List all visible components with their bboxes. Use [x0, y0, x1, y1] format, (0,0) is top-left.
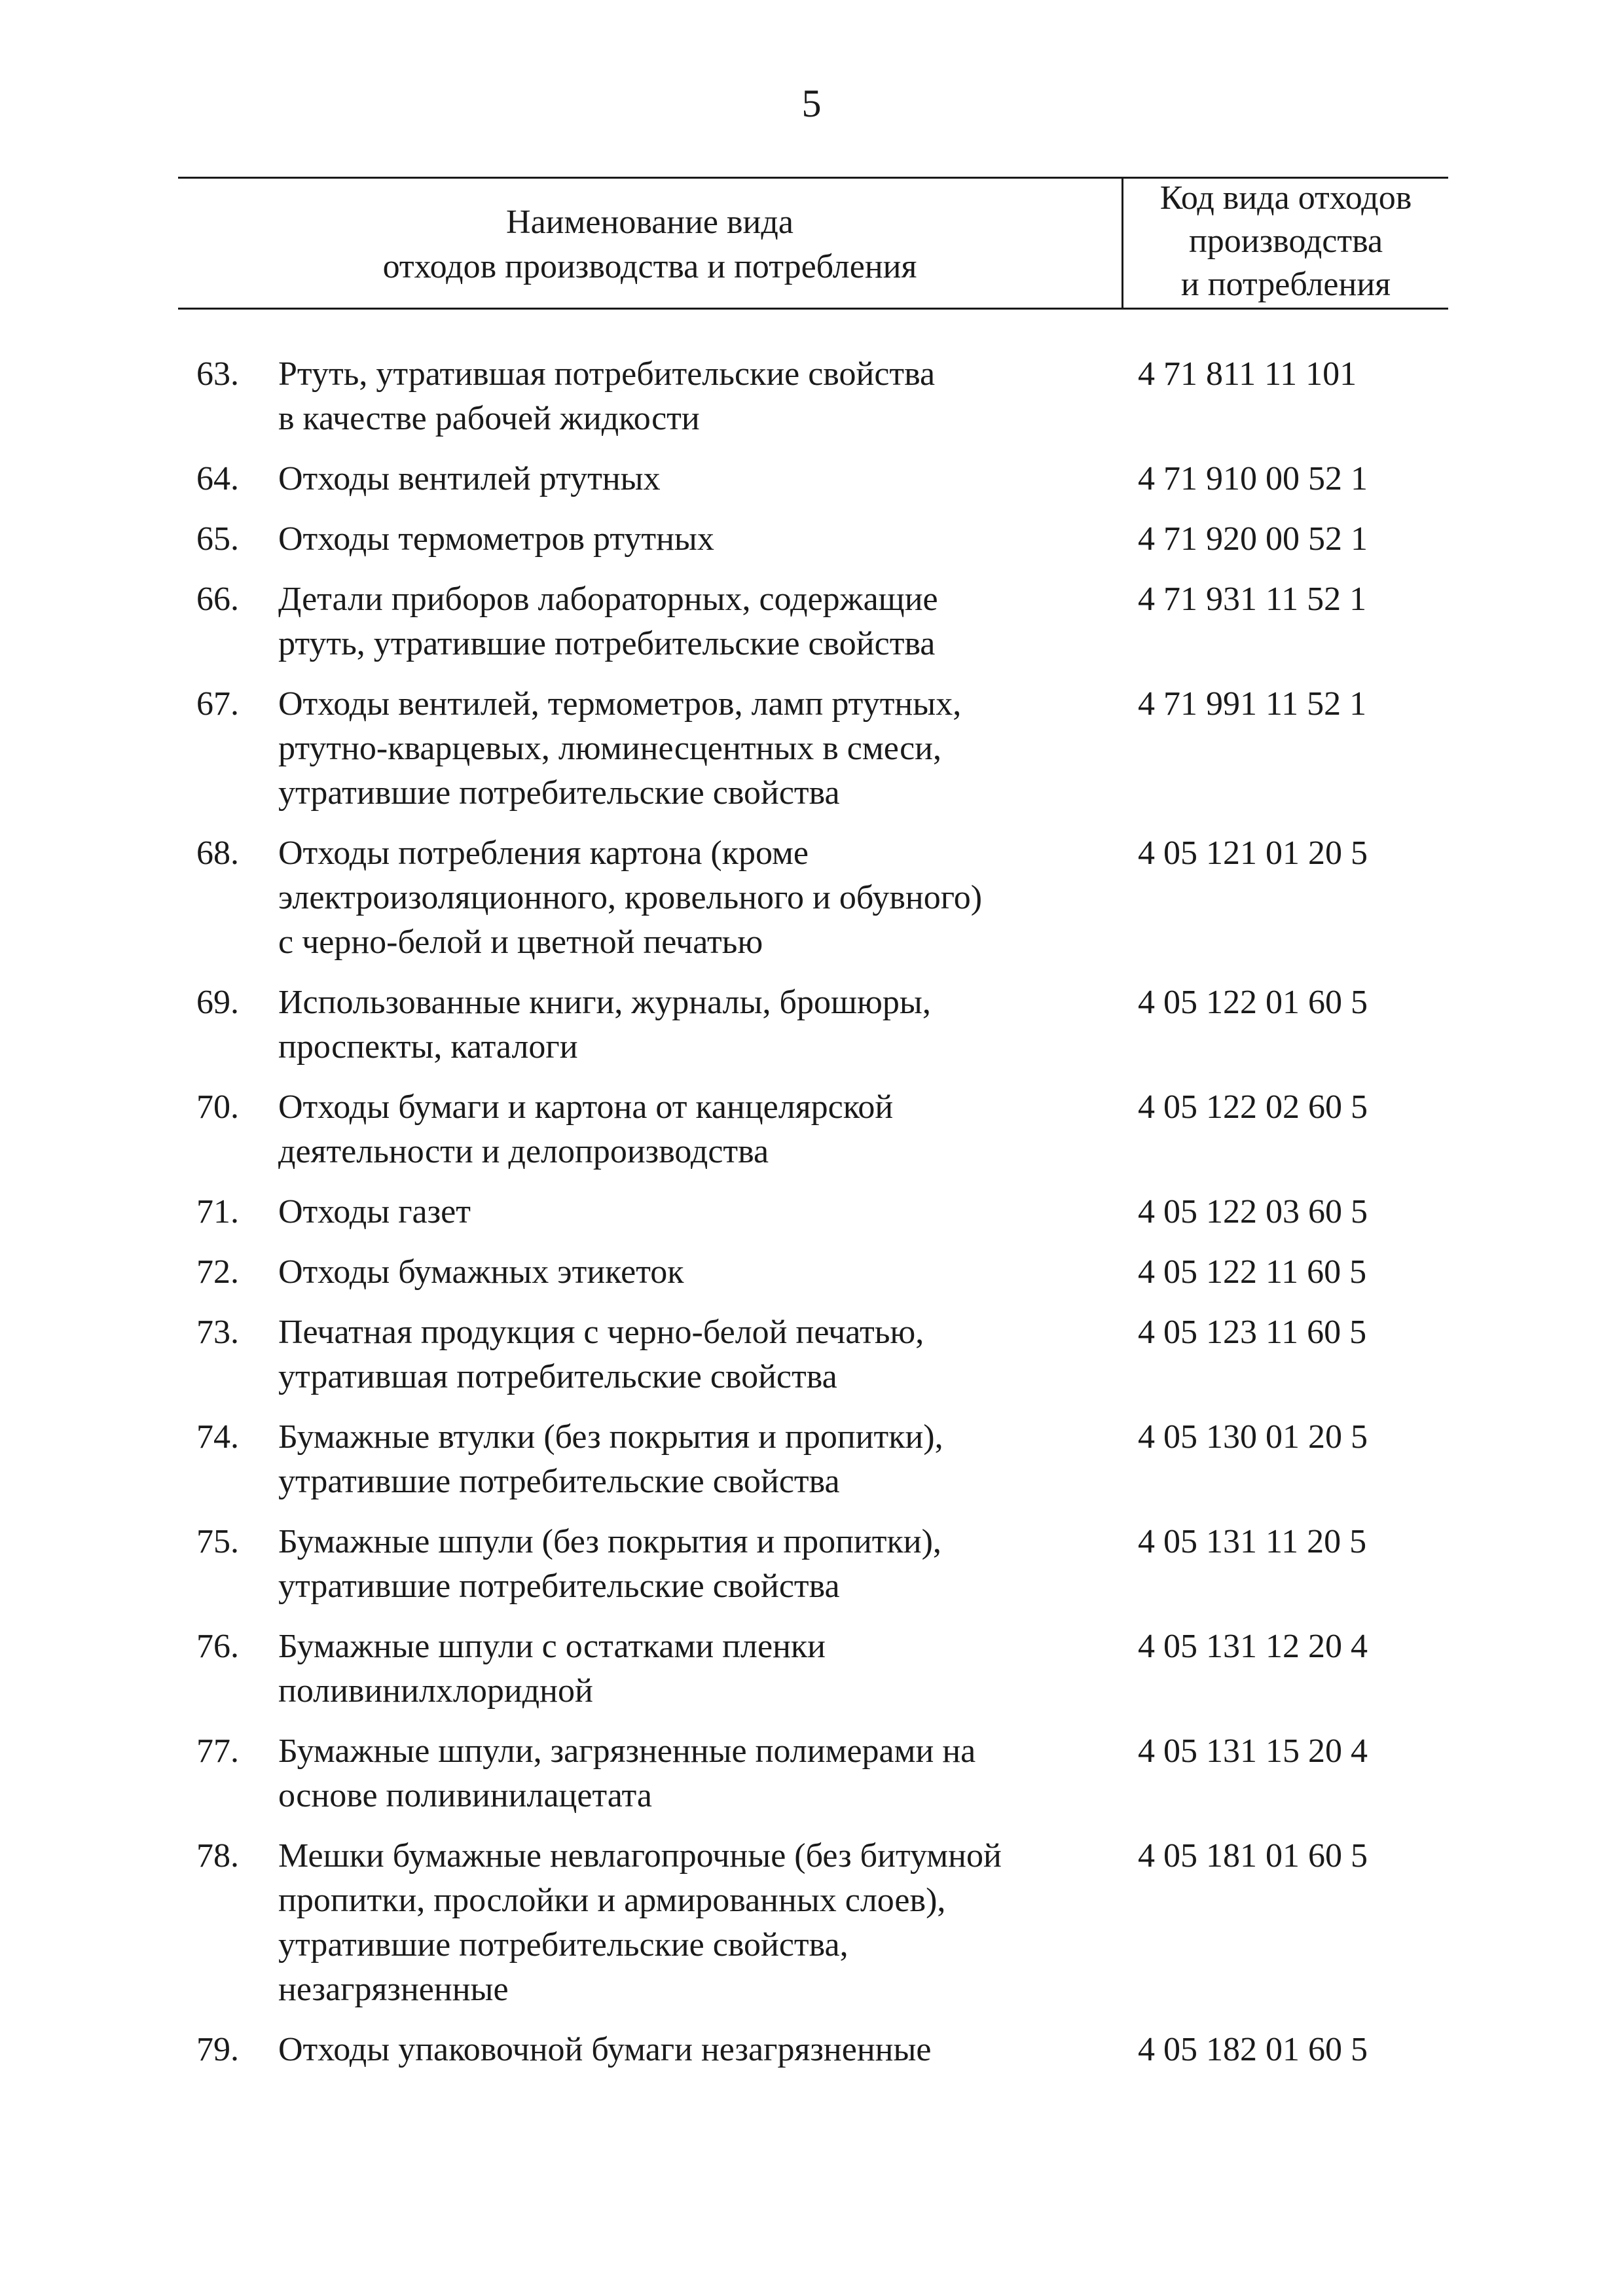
waste-name: [278, 1834, 1123, 2012]
waste-name-line: электроизоляционного, кровельного и обувного): [278, 879, 983, 916]
row-number: 66.: [196, 581, 239, 618]
waste-code: 4 05 182 01 60 5: [1138, 2031, 1368, 2068]
waste-name-line: Отходы вентилей, термометров, ламп ртутных,: [278, 685, 962, 723]
table-row: [0, 1834, 1623, 2012]
waste-name: [278, 457, 1123, 501]
waste-name-line: утратившие потребительские свойства: [278, 1568, 840, 1605]
waste-code: 4 05 123 11 60 5: [1138, 1314, 1367, 1351]
waste-name-line: с черно-белой и цветной печатью: [278, 924, 763, 961]
table-row: [0, 577, 1623, 666]
row-number: 69.: [196, 984, 239, 1021]
waste-name: [278, 1520, 1123, 1609]
waste-name-line: основе поливинилацетата: [278, 1777, 652, 1814]
waste-name: [278, 1729, 1123, 1818]
row-number: 76.: [196, 1628, 239, 1665]
waste-code: 4 05 131 11 20 5: [1138, 1523, 1367, 1560]
table-row: [0, 682, 1623, 816]
waste-code: 4 71 920 00 52 1: [1138, 520, 1368, 558]
waste-name: [278, 1624, 1123, 1713]
waste-code: 4 05 122 11 60 5: [1138, 1253, 1367, 1291]
waste-name-line: Печатная продукция с черно-белой печатью,: [278, 1314, 924, 1351]
waste-name-line: Детали приборов лабораторных, содержащие: [278, 581, 938, 618]
waste-name-line: Отходы бумаги и картона от канцелярской: [278, 1088, 894, 1126]
header-code-line: и потребления: [1180, 266, 1391, 303]
waste-code: 4 05 121 01 20 5: [1138, 834, 1368, 872]
waste-name-line: пропитки, прослойки и армированных слоев),: [278, 1882, 946, 1919]
table-row: [0, 1415, 1623, 1504]
row-number: 72.: [196, 1253, 239, 1291]
header-code-line: Код вида отходов: [1159, 179, 1412, 217]
waste-name: [278, 1415, 1123, 1504]
waste-name-line: ртуть, утратившие потребительские свойства: [278, 625, 936, 662]
waste-name: [278, 682, 1123, 816]
waste-name: [278, 517, 1123, 562]
waste-table-body: [0, 352, 1623, 2088]
row-number: 75.: [196, 1523, 239, 1560]
row-number: 74.: [196, 1418, 239, 1456]
row-number: 77.: [196, 1732, 239, 1770]
waste-code: 4 05 122 02 60 5: [1138, 1088, 1368, 1126]
table-row: [0, 980, 1623, 1069]
waste-name-line: Мешки бумажные невлагопрочные (без битумной: [278, 1837, 1002, 1874]
waste-name: [278, 352, 1123, 441]
waste-code: 4 05 181 01 60 5: [1138, 1837, 1368, 1874]
waste-name-line: Ртуть, утратившая потребительские свойства: [278, 355, 936, 393]
waste-name-line: Использованные книги, журналы, брошюры,: [278, 984, 931, 1021]
waste-name-line: Бумажные шпули, загрязненные полимерами на: [278, 1732, 976, 1770]
row-number: 63.: [196, 355, 239, 393]
waste-code: 4 71 811 11 101: [1138, 355, 1357, 393]
waste-name-line: Отходы газет: [278, 1193, 471, 1230]
waste-name-line: утратившие потребительские свойства: [278, 774, 840, 812]
header-name-line: отходов производства и потребления: [382, 248, 917, 285]
row-number: 71.: [196, 1193, 239, 1230]
table-row: [0, 1250, 1623, 1295]
row-number: 70.: [196, 1088, 239, 1126]
table-header-code-column: [1123, 177, 1448, 306]
row-number: 64.: [196, 460, 239, 497]
table-header-bottom-rule: [178, 308, 1448, 310]
waste-name: [278, 980, 1123, 1069]
waste-name-line: Бумажные втулки (без покрытия и пропитки),: [278, 1418, 943, 1456]
waste-name: [278, 1085, 1123, 1174]
row-number: 65.: [196, 520, 239, 558]
waste-code: 4 05 122 01 60 5: [1138, 984, 1368, 1021]
waste-name: [278, 831, 1123, 965]
waste-name-line: утратившие потребительские свойства: [278, 1463, 840, 1500]
waste-code: 4 05 122 03 60 5: [1138, 1193, 1368, 1230]
waste-code: 4 05 130 01 20 5: [1138, 1418, 1368, 1456]
row-number: 67.: [196, 685, 239, 723]
header-name-line: Наименование вида: [506, 204, 793, 241]
table-row: [0, 1310, 1623, 1399]
waste-name: [278, 2028, 1123, 2072]
table-row: [0, 1190, 1623, 1234]
waste-name-line: проспекты, каталоги: [278, 1028, 578, 1066]
waste-code: 4 05 131 12 20 4: [1138, 1628, 1368, 1665]
row-number: 73.: [196, 1314, 239, 1351]
waste-name-line: поливинилхлоридной: [278, 1672, 593, 1710]
waste-name-line: Отходы бумажных этикеток: [278, 1253, 684, 1291]
waste-name-line: Отходы упаковочной бумаги незагрязненные: [278, 2031, 932, 2068]
waste-code: 4 71 931 11 52 1: [1138, 581, 1367, 618]
waste-code: 4 05 131 15 20 4: [1138, 1732, 1368, 1770]
waste-name: [278, 1310, 1123, 1399]
table-row: [0, 1520, 1623, 1609]
waste-name-line: утратившая потребительские свойства: [278, 1358, 837, 1395]
table-row: [0, 2028, 1623, 2072]
waste-name-line: незагрязненные: [278, 1971, 509, 2008]
table-row: [0, 1085, 1623, 1174]
table-row: [0, 1729, 1623, 1818]
page-number: 5: [801, 82, 822, 125]
waste-name-line: в качестве рабочей жидкости: [278, 400, 700, 437]
table-header-name-column: [178, 200, 1122, 289]
waste-name-line: Бумажные шпули с остатками пленки: [278, 1628, 826, 1665]
waste-name-line: Отходы вентилей ртутных: [278, 460, 661, 497]
waste-name: [278, 1190, 1123, 1234]
table-row: [0, 352, 1623, 441]
waste-name-line: ртутно-кварцевых, люминесцентных в смеси,: [278, 730, 942, 767]
table-row: [0, 831, 1623, 965]
row-number: 68.: [196, 834, 239, 872]
waste-code: 4 71 910 00 52 1: [1138, 460, 1368, 497]
waste-name: [278, 1250, 1123, 1295]
waste-name-line: Отходы потребления картона (кроме: [278, 834, 809, 872]
waste-name: [278, 577, 1123, 666]
row-number: 78.: [196, 1837, 239, 1874]
row-number: 79.: [196, 2031, 239, 2068]
waste-name-line: деятельности и делопроизводства: [278, 1133, 769, 1170]
table-row: [0, 1624, 1623, 1713]
table-row: [0, 517, 1623, 562]
waste-name-line: утратившие потребительские свойства,: [278, 1926, 848, 1964]
waste-name-line: Отходы термометров ртутных: [278, 520, 714, 558]
table-row: [0, 457, 1623, 501]
header-code-line: производства: [1188, 223, 1383, 260]
waste-name-line: Бумажные шпули (без покрытия и пропитки),: [278, 1523, 941, 1560]
waste-code: 4 71 991 11 52 1: [1138, 685, 1367, 723]
